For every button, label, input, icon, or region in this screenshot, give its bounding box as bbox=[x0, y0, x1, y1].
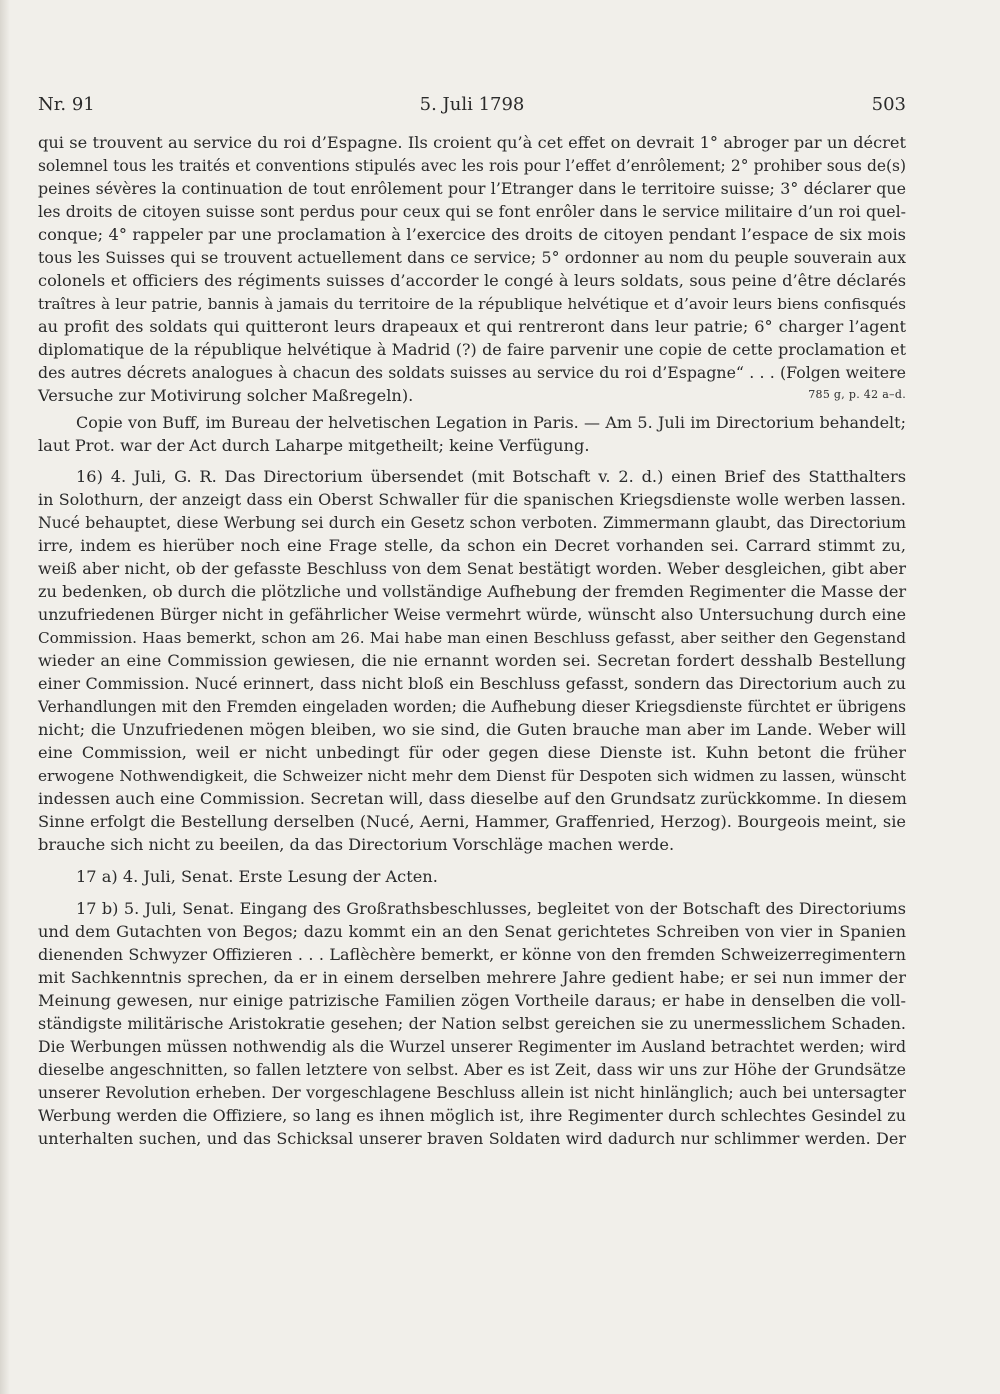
text-line: irre, indem es hierüber noch eine Frage stelle, da schon ein Decret vorhanden sei. Carrard stimmt zu, bbox=[38, 536, 906, 555]
text-line: qui se trouvent au service du roi d’Espagne. Ils croient qu’à cet effet on devrait 1° abroger par un décret bbox=[38, 133, 906, 152]
text-line: unterhalten suchen, und das Schicksal unserer braven Soldaten wird dadurch nur schlimmer werden. Der bbox=[38, 1129, 906, 1148]
text-line: solemnel tous les traités et conventions stipulés avec les rois pour l’effet d’enrôlement; 2° prohiber sous de(s) bbox=[38, 157, 906, 175]
text-line: Werbung werden die Offiziere, so lang es ihnen möglich ist, ihre Regimenter durch schlechtes Gesindel zu bbox=[38, 1106, 906, 1125]
text-line: Meinung gewesen, nur einige patrizische Familien zögen Vortheile daraus; er habe in denselben die voll- bbox=[38, 991, 906, 1010]
text-line: au profit des soldats qui quitteront leurs drapeaux et qui rentreront dans leur patrie; 6° charger l’agent bbox=[38, 317, 906, 336]
text-line: weiß aber nicht, ob der gefasste Beschluss von dem Senat bestätigt worden. Weber desgleichen, gibt aber bbox=[38, 559, 906, 578]
page-number: 503 bbox=[871, 94, 906, 115]
text-line: Nucé behauptet, diese Werbung sei durch ein Gesetz schon verboten. Zimmermann glaubt, das Directorium bbox=[38, 513, 906, 532]
text-line: ständigste militärische Aristokratie gesehen; der Nation selbst gereichen sie zu unermesslichem Schaden. bbox=[38, 1014, 906, 1033]
text-line: les droits de citoyen suisse sont perdus pour ceux qui se font enrôler dans le service militaire d’un roi quel- bbox=[38, 202, 906, 221]
header-date: 5. Juli 1798 bbox=[419, 94, 525, 115]
text-line: dienenden Schwyzer Offizieren . . . Laflèchère bemerkt, er könne von den fremden Schweizerregimentern bbox=[38, 945, 906, 964]
text-line: eine Commission, weil er nicht unbedingt für oder gegen diese Dienste ist. Kuhn betont die früher bbox=[38, 743, 906, 762]
text-line: 17 b) 5. Juli, Senat. Eingang des Großrathsbeschlusses, begleitet von der Botschaft des Directoriums bbox=[76, 899, 906, 918]
text-line: Verhandlungen mit den Fremden eingeladen worden; die Aufhebung dieser Kriegsdienste fürchtet er übrigens bbox=[38, 698, 906, 716]
text-line: traîtres à leur patrie, bannis à jamais du territoire de la république helvétique et d’avoir leurs biens confisqués bbox=[38, 295, 906, 313]
text-line: peines sévères la continuation de tout enrôlement pour l’Etranger dans le territoire suisse; 3° déclarer que bbox=[38, 179, 906, 198]
text-line: Commission. Haas bemerkt, schon am 26. Mai habe man einen Beschluss gefasst, aber seither den Gegenstand bbox=[38, 629, 906, 647]
text-line: brauche sich nicht zu beeilen, da das Directorium Vorschläge machen werde. bbox=[38, 835, 675, 854]
text-line: Versuche zur Motivirung solcher Maßregeln). bbox=[38, 386, 414, 405]
text-line: Die Werbungen müssen nothwendig als die Wurzel unserer Regimenter im Ausland betrachtet werden; wird bbox=[38, 1037, 906, 1056]
text-line: unzufriedenen Bürger nicht in gefährlicher Weise vermehrt würde, wünscht also Untersuchung durch eine bbox=[38, 605, 906, 624]
text-line: conque; 4° rappeler par une proclamation à l’exercice des droits de citoyen pendant l’espace de six mois bbox=[38, 225, 906, 244]
source-reference: 785 g, p. 42 a–d. bbox=[808, 388, 906, 401]
text-line: erwogene Nothwendigkeit, die Schweizer nicht mehr dem Dienst für Despoten sich widmen zu lassen, wünscht bbox=[38, 767, 906, 785]
text-line: einer Commission. Nucé erinnert, dass nicht bloß ein Beschluss gefasst, sondern das Directorium auch zu bbox=[38, 674, 906, 693]
text-line: tous les Suisses qui se trouvent actuellement dans ce service; 5° ordonner au nom du peuple souverain aux bbox=[38, 248, 906, 267]
text-line: wieder an eine Commission gewiesen, die nie ernannt worden sei. Secretan fordert desshalb Bestellung bbox=[38, 651, 906, 670]
running-header bbox=[38, 94, 906, 116]
text-line: colonels et officiers des régiments suisses d’accorder le congé à leurs soldats, sous peine d’être déclarés bbox=[38, 271, 906, 290]
text-line: diplomatique de la république helvétique à Madrid (?) de faire parvenir une copie de cette proclamation et bbox=[38, 340, 906, 359]
text-line: in Solothurn, der anzeigt dass ein Oberst Schwaller für die spanischen Kriegsdienste wolle werben lassen. bbox=[38, 490, 906, 509]
text-line: 17 a) 4. Juli, Senat. Erste Lesung der Acten. bbox=[76, 867, 438, 886]
text-line: dieselbe angeschnitten, so fallen letztere von selbst. Aber es ist Zeit, dass wir uns zur Höhe der Grundsätze bbox=[38, 1060, 906, 1079]
text-line: mit Sachkenntnis sprechen, da er in einem derselben mehrere Jahre gedient habe; er sei nun immer der bbox=[38, 968, 906, 987]
text-line: und dem Gutachten von Begos; dazu kommt ein an den Senat gerichtetes Schreiben von vier in Spanien bbox=[38, 922, 906, 941]
text-line: Sinne erfolgt die Bestellung derselben (Nucé, Aerni, Hammer, Graffenried, Herzog). Bourgeois meint, sie bbox=[38, 812, 906, 831]
text-line: laut Prot. war der Act durch Laharpe mitgetheilt; keine Verfügung. bbox=[38, 436, 590, 455]
page-spine-shadow bbox=[0, 0, 10, 1394]
text-line: zu bedenken, ob durch die plötzliche und vollständige Aufhebung der fremden Regimenter die Masse der bbox=[38, 582, 907, 601]
text-line: des autres décrets analogues à chacun des soldats suisses au service du roi d’Espagne“ . . . (Folgen weitere bbox=[38, 363, 906, 382]
text-line: unserer Revolution erheben. Der vorgeschlagene Beschluss allein ist nicht hinlänglich; auch bei untersagter bbox=[38, 1083, 906, 1102]
text-line: indessen auch eine Commission. Secretan will, dass dieselbe auf den Grundsatz zurückkomme. In diesem bbox=[38, 789, 907, 808]
text-line: nicht; die Unzufriedenen mögen bleiben, wo sie sind, die Guten brauche man aber im Lande. Weber will bbox=[38, 720, 906, 739]
document-number: Nr. 91 bbox=[38, 94, 95, 115]
text-line: 16) 4. Juli, G. R. Das Directorium übersendet (mit Botschaft v. 2. d.) einen Brief des Statthalters bbox=[76, 467, 906, 486]
text-line: Copie von Buff, im Bureau der helvetischen Legation in Paris. — Am 5. Juli im Directorium behandelt; bbox=[76, 413, 906, 432]
